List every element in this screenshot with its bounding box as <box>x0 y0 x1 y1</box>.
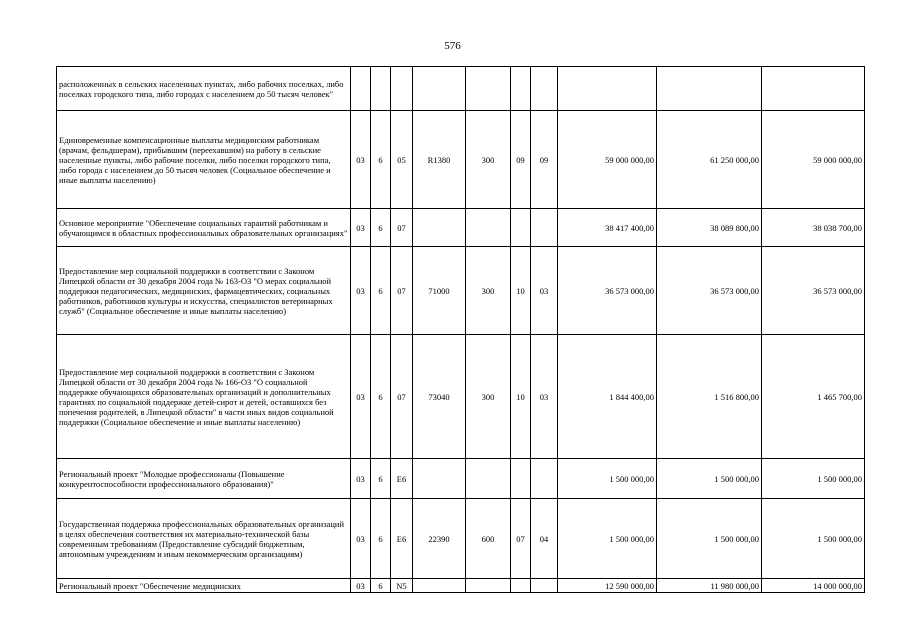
cell-c6 <box>511 579 531 593</box>
cell-c1 <box>351 67 371 111</box>
cell-v3: 14 000 000,00 <box>762 579 865 593</box>
cell-c3: E6 <box>391 459 413 499</box>
cell-c4 <box>413 459 466 499</box>
cell-name: Основное мероприятие "Обеспечение социальных гарантий работникам и обучающимся в областных профессиональных образовательных организациях" <box>57 209 351 247</box>
cell-c2: 6 <box>371 499 391 579</box>
cell-c2: 6 <box>371 209 391 247</box>
cell-c4 <box>413 67 466 111</box>
cell-v3: 36 573 000,00 <box>762 247 865 335</box>
cell-c6: 10 <box>511 247 531 335</box>
cell-c6: 07 <box>511 499 531 579</box>
cell-v3: 1 500 000,00 <box>762 459 865 499</box>
cell-c1: 03 <box>351 111 371 209</box>
cell-c2 <box>371 67 391 111</box>
cell-v3: 1 500 000,00 <box>762 499 865 579</box>
page-number: 576 <box>444 40 461 52</box>
cell-c2: 6 <box>371 579 391 593</box>
cell-c6 <box>511 67 531 111</box>
cell-c3: 07 <box>391 247 413 335</box>
cell-c6: 09 <box>511 111 531 209</box>
cell-v2: 61 250 000,00 <box>657 111 762 209</box>
table-row <box>57 67 865 111</box>
cell-c5: 300 <box>466 335 511 459</box>
cell-name: Единовременные компенсационные выплаты медицинским работникам (врачам, фельдшерам), прибывшим (переехавшим) на работу в сельские населенные пункты, либо рабочие поселки, либо поселки городского типа, либо города с населением до 50 тысяч человек (Социальное обеспечение и иные выплаты населению) <box>57 111 351 209</box>
table-row <box>57 459 865 499</box>
table-row <box>57 111 865 209</box>
cell-c1: 03 <box>351 335 371 459</box>
cell-v3: 38 038 700,00 <box>762 209 865 247</box>
cell-v2: 11 980 000,00 <box>657 579 762 593</box>
cell-name: Предоставление мер социальной поддержки в соответствии с Законом Липецкой области от 30 декабря 2004 года № 163-ОЗ "О мерах социальной поддержки педагогических, медицинских, фармацевтических, социальных работников, работников культуры и искусства, специалистов ветеринарных служб" (Социальное обеспечение и иные выплаты населению) <box>57 247 351 335</box>
cell-c4 <box>413 209 466 247</box>
cell-c7 <box>531 209 558 247</box>
cell-v3: 59 000 000,00 <box>762 111 865 209</box>
cell-c1: 03 <box>351 459 371 499</box>
cell-v1: 1 500 000,00 <box>558 459 657 499</box>
table-row <box>57 579 865 593</box>
cell-v1: 36 573 000,00 <box>558 247 657 335</box>
cell-c2: 6 <box>371 247 391 335</box>
cell-c1: 03 <box>351 247 371 335</box>
cell-c3 <box>391 67 413 111</box>
cell-c6 <box>511 209 531 247</box>
cell-v1 <box>558 67 657 111</box>
cell-c7 <box>531 579 558 593</box>
table-row <box>57 499 865 579</box>
cell-c1: 03 <box>351 209 371 247</box>
cell-c3: N5 <box>391 579 413 593</box>
cell-v2: 1 500 000,00 <box>657 459 762 499</box>
cell-v3 <box>762 67 865 111</box>
cell-c4: R1380 <box>413 111 466 209</box>
cell-c6 <box>511 459 531 499</box>
cell-c6: 10 <box>511 335 531 459</box>
cell-c5: 300 <box>466 111 511 209</box>
cell-c4: 73040 <box>413 335 466 459</box>
table-row <box>57 247 865 335</box>
cell-c1: 03 <box>351 579 371 593</box>
cell-v2: 38 089 800,00 <box>657 209 762 247</box>
cell-c2: 6 <box>371 335 391 459</box>
cell-v2: 1 516 800,00 <box>657 335 762 459</box>
cell-c3: E6 <box>391 499 413 579</box>
cell-c7: 03 <box>531 335 558 459</box>
cell-v1: 59 000 000,00 <box>558 111 657 209</box>
cell-v2: 1 500 000,00 <box>657 499 762 579</box>
cell-c5 <box>466 579 511 593</box>
cell-c3: 07 <box>391 335 413 459</box>
cell-v1: 12 590 000,00 <box>558 579 657 593</box>
cell-c5 <box>466 67 511 111</box>
cell-c5: 300 <box>466 247 511 335</box>
budget-table <box>56 66 865 593</box>
table-row <box>57 209 865 247</box>
cell-name: Региональный проект "Молодые профессионалы (Повышение конкурентоспособности профессионального образования)" <box>57 459 351 499</box>
cell-c4: 22390 <box>413 499 466 579</box>
cell-c7: 09 <box>531 111 558 209</box>
table-row <box>57 335 865 459</box>
table-body <box>57 67 865 593</box>
cell-c7 <box>531 67 558 111</box>
cell-c5 <box>466 209 511 247</box>
cell-c2: 6 <box>371 459 391 499</box>
cell-c4: 71000 <box>413 247 466 335</box>
cell-name: Предоставление мер социальной поддержки в соответствии с Законом Липецкой области от 30 декабря 2004 года № 166-ОЗ "О социальной поддержке обучающихся образовательных организаций и дополнительных гарантиях по социальной поддержке детей-сирот и детей, оставшихся без попечения родителей, в Липецкой области" в части иных видов социальной поддержки (Социальное обеспечение и иные выплаты населению) <box>57 335 351 459</box>
cell-name: Государственная поддержка профессиональных образовательных организаций в целях обеспечения соответствия их материально-технической базы современным требованиям (Предоставление субсидий бюджетным, автономным учреждениям и иным некоммерческим организациям) <box>57 499 351 579</box>
cell-c7 <box>531 459 558 499</box>
cell-c3: 07 <box>391 209 413 247</box>
cell-v1: 38 417 400,00 <box>558 209 657 247</box>
cell-c7: 03 <box>531 247 558 335</box>
cell-c5: 600 <box>466 499 511 579</box>
cell-c4 <box>413 579 466 593</box>
cell-v1: 1 844 400,00 <box>558 335 657 459</box>
cell-c3: 05 <box>391 111 413 209</box>
cell-v2 <box>657 67 762 111</box>
cell-c7: 04 <box>531 499 558 579</box>
cell-c5 <box>466 459 511 499</box>
cell-c1: 03 <box>351 499 371 579</box>
cell-v2: 36 573 000,00 <box>657 247 762 335</box>
cell-name: расположенных в сельских населенных пунктах, либо рабочих поселках, либо поселках городского типа, либо городах с населением до 50 тысяч человек" <box>57 67 351 111</box>
cell-c2: 6 <box>371 111 391 209</box>
cell-v1: 1 500 000,00 <box>558 499 657 579</box>
cell-name: Региональный проект "Обеспечение медицинских <box>57 579 351 593</box>
cell-v3: 1 465 700,00 <box>762 335 865 459</box>
